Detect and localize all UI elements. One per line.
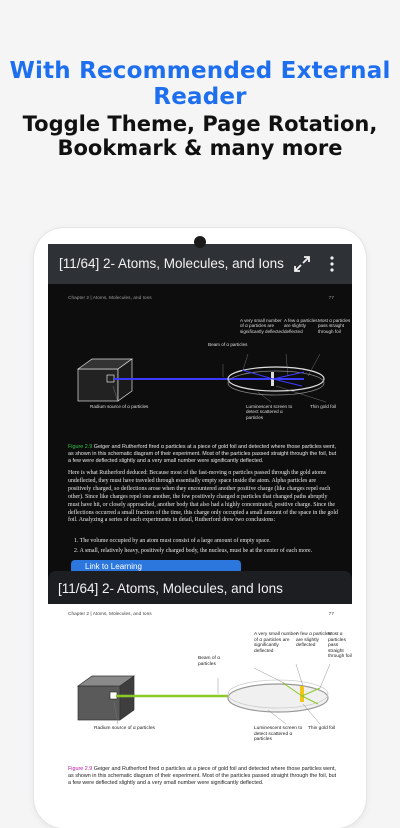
- reader-screen: [48, 244, 352, 800]
- running-head: Chapter 2 | Atoms, Molecules, and Ions: [68, 296, 152, 301]
- page-number: 77: [328, 612, 334, 617]
- list-item: 1. The volume occupied by an atom must consist of a large amount of empty space.: [74, 538, 271, 544]
- figure-caption: [68, 766, 338, 787]
- caption-label: Figure 2.9: [68, 444, 93, 450]
- expand-arrows-icon[interactable]: [292, 254, 312, 274]
- label-few: A few α particles are slightly deflected: [284, 318, 318, 334]
- running-head: Chapter 2 | Atoms, Molecules, and Ions: [68, 612, 152, 617]
- promo-subheadline: Toggle Theme, Page Rotation, Bookmark & many more: [22, 112, 378, 160]
- rutherford-figure: [58, 314, 351, 434]
- pdf-page-light[interactable]: [48, 604, 352, 800]
- figure-caption: [68, 444, 338, 465]
- label-foil: Thin gold foil: [310, 404, 337, 409]
- label-most: Most α particles pass straight through foil: [318, 318, 351, 334]
- rutherford-figure: [58, 628, 352, 756]
- label-screen: Luminescent screen to detect scattered α particles: [254, 726, 303, 743]
- conclusion-list: [74, 536, 338, 556]
- promo-headline: With Recommended External Reader: [9, 58, 391, 110]
- caption-label: Figure 2.9: [68, 766, 93, 772]
- label-source: Radium source of α particles: [94, 726, 155, 731]
- page-title: [11/64] 2- Atoms, Molecules, and Ions: [58, 581, 283, 596]
- caption-text: Geiger and Rutherford fired α particles at a piece of gold foil and detected where those particles went, as shown in this schematic diagram of their experiment. Most of the particles passed straight through the foil, but a few were deflected slightly and a very small number were significantly deflected.: [68, 444, 337, 464]
- page-number: 77: [328, 296, 334, 301]
- more-vertical-icon[interactable]: [328, 254, 336, 274]
- link-to-learning-button[interactable]: Link to Learning: [71, 560, 241, 574]
- label-screen: Luminescent screen to detect scattered α particles: [246, 404, 293, 420]
- label-beam: Beam of α particles: [198, 656, 220, 667]
- reader-toolbar: [48, 244, 352, 284]
- label-small-number: A very small number of α particles are significantly deflected: [240, 318, 284, 334]
- label-few: A few α particles are slightly deflected: [296, 632, 332, 649]
- label-small-number: A very small number of α particles are significantly deflected: [254, 632, 298, 654]
- label-beam: Beam of α particles: [208, 342, 248, 347]
- label-source: Radium source of α particles: [90, 404, 149, 409]
- body-paragraph: Here is what Rutherford deduced: Because most of the fast-moving α particles passed through the gold atoms undeflected, they must have traveled through essentially empty space inside the atom. Alpha particles are positively charged, so deflections arose when they encountered another positive charge (like charges repel each other). Since like charges repel one another, the few positively charged α particles that changed paths abruptly must have hit, or closely approached, another body that also had a highly concentrated, positive charge. Since the deflections occurred a small fraction of the time, this charge only occupied a small amount of the space in the gold foil. Analyzing a series of such experiments in detail, Rutherford drew two conclusions:: [68, 470, 338, 524]
- label-foil: Thin gold foil: [308, 726, 336, 731]
- list-item: 2. A small, relatively heavy, positively charged body, the nucleus, must be at the center of each more.: [74, 548, 313, 554]
- front-camera: [194, 236, 206, 248]
- label-most: Most α particles pass straight through foil: [328, 632, 352, 660]
- page-title-bar: [48, 571, 352, 604]
- document-title: [11/64] 2- Atoms, Molecules, and Ions: [59, 256, 284, 271]
- caption-text: Geiger and Rutherford fired α particles at a piece of gold foil and detected where those particles went, as shown in this schematic diagram of their experiment. Most of the particles passed straight through the foil, but a few were deflected slightly and a very small number were significantly deflected.: [68, 766, 337, 786]
